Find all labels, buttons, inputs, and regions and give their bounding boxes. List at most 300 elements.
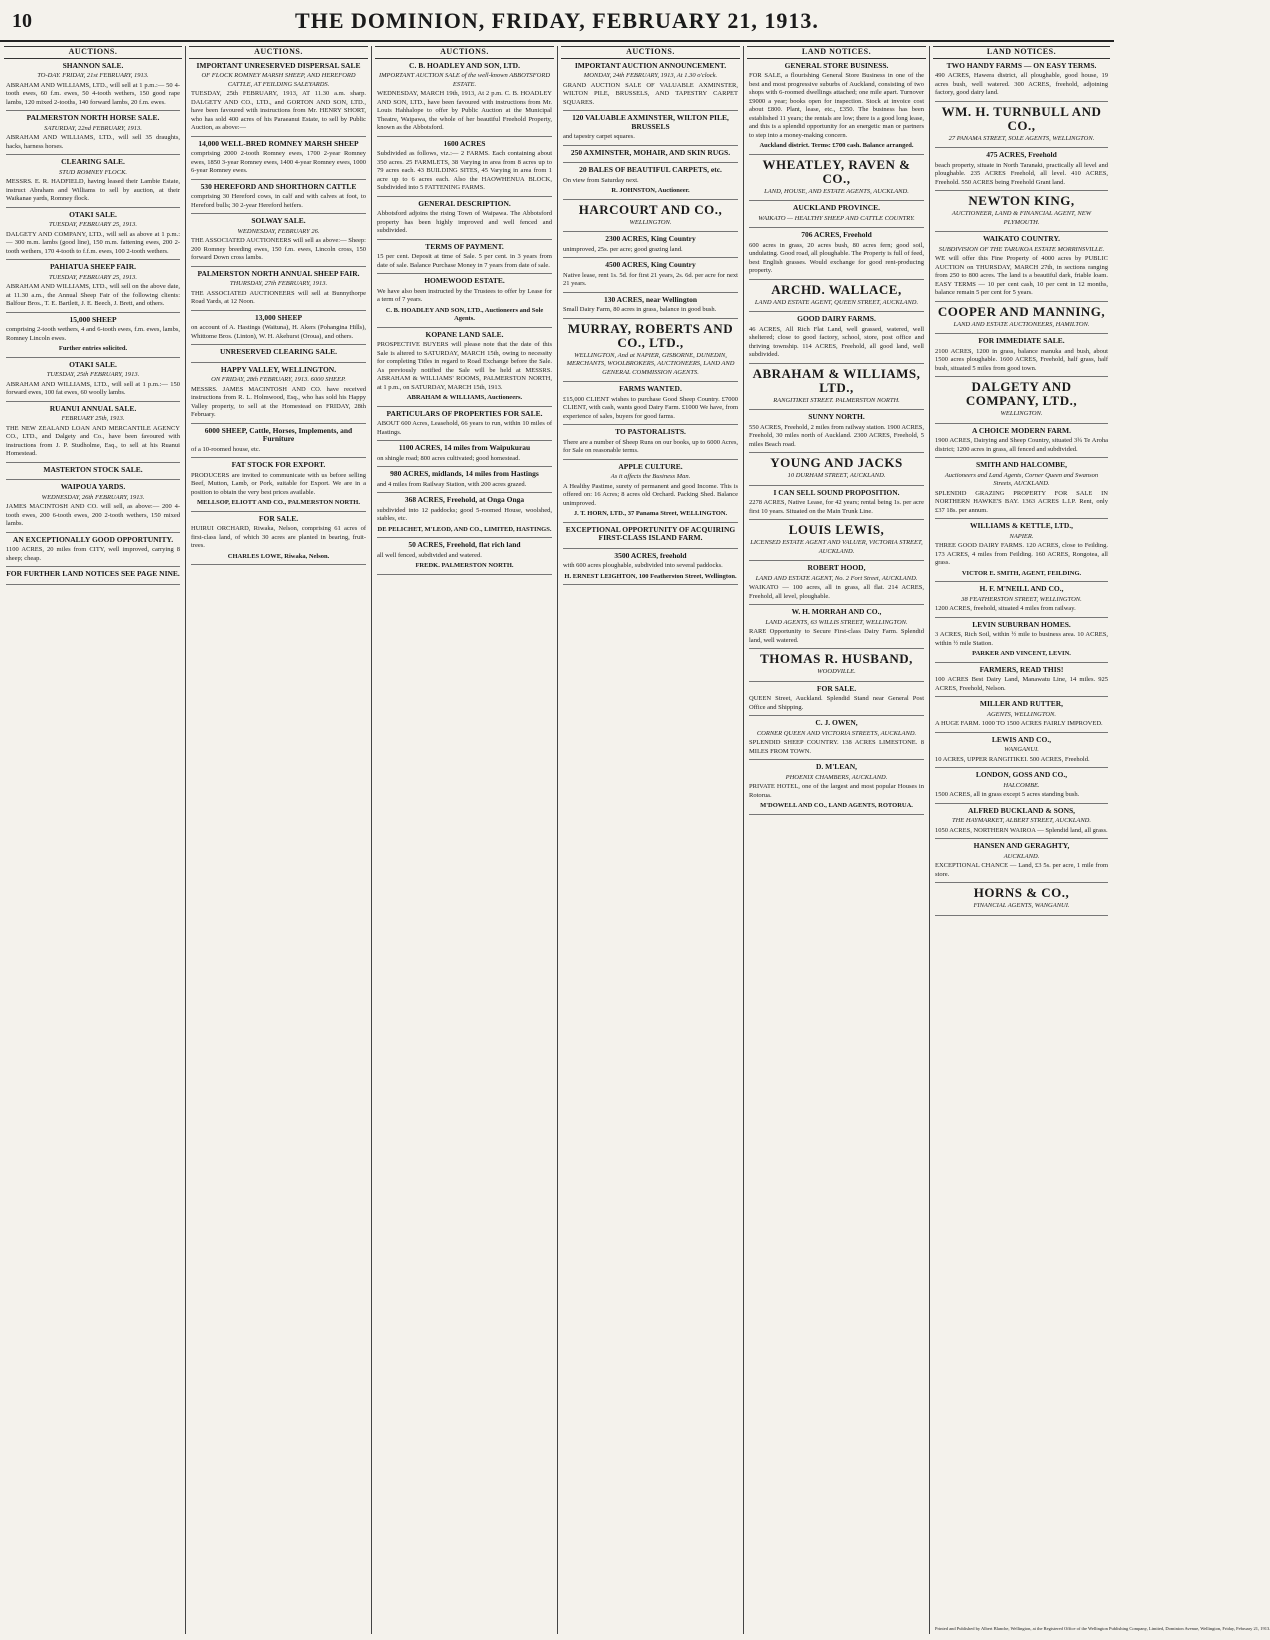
ad-subheading: THURSDAY, 27th FEBRUARY, 1913. xyxy=(229,280,328,287)
advertisement xyxy=(6,316,180,358)
advertisement xyxy=(749,523,924,561)
ad-headline: 475 ACRES, Freehold xyxy=(986,150,1057,159)
section-heading: AUCTIONS. xyxy=(189,46,368,59)
ad-body: A HUGE FARM. 1000 TO 1500 ACRES FAIRLY IMPROVED. xyxy=(935,720,1103,727)
advertisement xyxy=(377,331,552,407)
ad-headline: WAIPOUA YARDS. xyxy=(60,482,126,491)
advertisement xyxy=(749,62,924,155)
ad-headline: TWO HANDY FARMS — ON EASY TERMS. xyxy=(946,60,1097,70)
ad-subheading: AUCTIONEER, LAND & FINANCIAL AGENT, NEW PLYMOUTH. xyxy=(951,210,1092,226)
ad-body: RARE Opportunity to Secure First-class Dairy Farm. Splendid land, well watered. xyxy=(749,628,924,644)
advertisement xyxy=(377,62,552,137)
advertisement xyxy=(563,203,738,233)
advertisement xyxy=(749,719,924,760)
column-auctions-1 xyxy=(4,46,182,1634)
ad-subheading: TUESDAY, FEBRUARY 25, 1913. xyxy=(48,221,138,228)
advertiser-name: HARCOURT AND CO., xyxy=(578,201,723,217)
ad-headline: FARMERS, READ THIS! xyxy=(979,664,1064,674)
ad-body: PROSPECTIVE BUYERS will please note that the date of this Sale is altered to SATURDAY, MARCH 15th, owing to necessity for completing Titles in regard to Road Exchange before the Sale. As previously notified the Sale will be held at MESSRS. ABRAHAM & WILLIAMS' ROOMS, PALMERSTON NORTH, at 1 p.m., on SATURDAY, MARCH 15th, 1913. xyxy=(377,341,552,391)
advertiser-name: WM. H. TURNBULL AND CO., xyxy=(941,103,1102,133)
ad-signature: FREDK. PALMERSTON NORTH. xyxy=(415,562,514,569)
advertisement xyxy=(935,62,1108,102)
advertiser-name: ARCHD. WALLACE, xyxy=(771,281,902,297)
advertiser-name: DALGETY AND COMPANY, LTD., xyxy=(965,379,1078,408)
ad-subheading: As it affects the Business Man. xyxy=(610,473,691,480)
ad-subheading: WAIKATO — HEALTHY SHEEP AND CATTLE COUNTRY. xyxy=(758,214,915,222)
advertisement xyxy=(749,315,924,364)
ad-body: of a 10-roomed house, etc. xyxy=(191,445,261,453)
advertisement xyxy=(6,483,180,533)
advertisement xyxy=(377,243,552,275)
advertisement xyxy=(563,166,738,200)
ad-headline: 706 ACRES, Freehold xyxy=(801,230,872,239)
ad-headline: 15,000 SHEEP xyxy=(69,314,117,324)
ad-headline: 130 ACRES, near Wellington xyxy=(603,294,698,304)
ad-subheading: Auctioneers and Land Agents, Corner Queen and Swanson Streets, AUCKLAND. xyxy=(944,471,1099,487)
advertisement xyxy=(935,235,1108,302)
ad-subheading: TUESDAY, FEBRUARY 25, 1913. xyxy=(48,273,138,281)
ad-headline: LEVIN SUBURBAN HOMES. xyxy=(972,619,1071,629)
ad-body: SPLENDID GRAZING PROPERTY FOR SALE IN NORTHERN HAWKE'S BAY. 1363 ACRES L.I.P. Rent, only £37 18s. per annum. xyxy=(935,489,1108,514)
advertisement xyxy=(6,466,180,481)
ad-body: 2100 ACRES, 1200 in grass, balance manuka and bush, about 1500 acres ploughable. 1600 ACRES, Freehold, half grass, half bush, situated 5 miles from good town. xyxy=(935,347,1108,372)
advertisement xyxy=(749,231,924,280)
advertisement xyxy=(191,140,366,180)
ad-body: PRIVATE HOTEL, one of the largest and most popular Houses in Rotorua. xyxy=(749,783,924,799)
imprint: Printed and Published by Albert Blanche, Wellington, at the Registered Office of the Wellington Publishing Company, Limited, Dominion Avenue, Wellington, Friday, February 21, 1913. xyxy=(935,1626,1270,1631)
column-land-notices-1 xyxy=(747,46,926,1634)
ad-subheading: 38 FEATHERSTON STREET, WELLINGTON. xyxy=(961,595,1082,603)
ad-headline: GOOD DAIRY FARMS. xyxy=(797,314,876,323)
ad-subheading: AGENTS, WELLINGTON. xyxy=(986,710,1057,718)
ad-headline: PALMERSTON NORTH HORSE SALE. xyxy=(26,113,160,122)
ad-body: 490 ACRES, Hawera district, all ploughable, good house, 19 acres bush, well watered. 300 ACRES, freehold, adjoining factory, good dairy land. xyxy=(935,72,1108,96)
advertisement xyxy=(377,140,552,197)
advertisement xyxy=(191,461,366,512)
ad-headline: C. J. OWEN, xyxy=(815,718,858,727)
ad-body: 550 ACRES, Freehold, 2 miles from railway station. 1900 ACRES, Freehold, 30 miles north of Auckland. 2300 ACRES, Freehold, 5 miles Beach road. xyxy=(749,423,924,448)
column-rule xyxy=(929,46,930,1634)
column-rule xyxy=(185,46,186,1634)
ad-subheading: OF FLOCK ROMNEY MARSH SHEEP, AND HEREFORD CATTLE, AT FEILDING SALEYARDS. xyxy=(201,72,356,88)
column-auctions-3 xyxy=(375,46,554,1634)
ad-headline: PAHIATUA SHEEP FAIR. xyxy=(49,262,137,271)
ad-signature: ABRAHAM & WILLIAMS, Auctioneers. xyxy=(406,394,523,401)
ad-body: TUESDAY, 25th FEBRUARY, 1913, AT 11.30 a.m. sharp. DALGETY AND CO., LTD., and GORTON AND SON, LTD., have been favoured with instructions from Mr. HENRY SHORT, who has sold 400 acres of his Paraeanui Estate, to sell by Public Auction, as above:— xyxy=(191,90,366,131)
ad-body: on shingle road; 800 acres cultivated; good homestead. xyxy=(377,454,520,462)
advertisement xyxy=(749,158,924,202)
ad-subheading: RANGITIKEI STREET. PALMERSTON NORTH. xyxy=(773,396,900,404)
ad-headline: W. H. MORRAH AND CO., xyxy=(791,607,882,616)
ad-headline: 120 VALUABLE AXMINSTER, WILTON PILE, BRUSSELS xyxy=(572,113,729,131)
advertisement xyxy=(935,522,1108,582)
advertisement xyxy=(935,666,1108,698)
ad-body: comprising 30 Hereford cows, in calf and with calves at foot, to Hereford bulls; 30 2-year Hereford heifers. xyxy=(191,193,366,209)
advertisement xyxy=(935,621,1108,663)
advertisement xyxy=(191,314,366,346)
ad-headline: PARTICULARS OF PROPERTIES FOR SALE. xyxy=(386,408,543,418)
ad-headline: 50 ACRES, Freehold, flat rich land xyxy=(408,540,521,549)
advertisement xyxy=(935,771,1108,804)
advertisement xyxy=(563,235,738,258)
ad-body: 10 ACRES, UPPER RANGITIKEI. 500 ACRES, Freehold. xyxy=(935,755,1090,763)
ad-body: 1900 ACRES, Dairying and Sheep Country, situated 3¾ Te Aroha district; 1200 acres in grass, all fenced and subdivided. xyxy=(935,437,1108,453)
ad-body: 100 ACRES Best Dairy Land, Manawatu Line, 14 miles. 925 ACRES, Freehold, Nelson. xyxy=(935,676,1108,692)
advertisement xyxy=(935,305,1108,335)
ad-body: 1500 ACRES, all in grass except 5 acres standing bush. xyxy=(935,791,1080,798)
ad-headline: WILLIAMS & KETTLE, LTD., xyxy=(969,521,1074,530)
ad-body: We have also been instructed by the Trustees to offer by Lease for a term of 7 years. xyxy=(377,287,552,303)
ad-body: On view from Saturday next. xyxy=(563,176,639,184)
ad-headline: FOR SALE. xyxy=(258,513,299,523)
ad-headline: H. F. M'NEILL AND CO., xyxy=(979,584,1064,593)
ad-body: 1100 ACRES, 20 miles from CITY, well improved, carrying 8 sheep; cheap. xyxy=(6,546,180,562)
advertisement xyxy=(749,489,924,521)
ad-body: unimproved, 25s. per acre; good grazing land. xyxy=(563,245,683,253)
advertisement xyxy=(377,470,552,493)
ad-body: PRODUCERS are invited to communicate with us before selling Beef, Mutton, Lamb, or Pork, suitable for Export. We are in a position to obtain the very best prices available. xyxy=(191,471,366,496)
ad-subheading: STUD ROMNEY FLOCK. xyxy=(58,168,128,176)
ad-body: 3 ACRES, Rich Soil, within ½ mile to business area. 10 ACRES, within ½ mile Station. xyxy=(935,631,1108,647)
ad-body: QUEEN Street, Auckland. Splendid Stand near General Post Office and Shipping. xyxy=(749,695,924,711)
advertiser-name: NEWTON KING, xyxy=(968,193,1075,208)
advertisement xyxy=(935,194,1108,232)
advertisement xyxy=(6,62,180,112)
ad-headline: OTAKI SALE. xyxy=(69,359,117,369)
ad-body: subdivided into 12 paddocks; good 5-roomed House, woolshed, stables, etc. xyxy=(377,506,552,522)
ad-headline: TERMS OF PAYMENT. xyxy=(425,241,504,251)
advertisement xyxy=(935,585,1108,618)
advertisement xyxy=(749,608,924,649)
ad-body: all well fenced, subdivided and watered. xyxy=(377,551,482,559)
page-number: 10 xyxy=(12,10,32,32)
advertisement xyxy=(563,149,738,164)
ad-subheading: HALCOMBE. xyxy=(1003,781,1040,789)
advertisement xyxy=(6,263,180,313)
advertisement xyxy=(6,114,180,155)
ad-subheading: WOODVILLE. xyxy=(817,668,856,675)
ad-subheading: THE HAYMARKET, ALBERT STREET, AUCKLAND. xyxy=(952,817,1091,824)
ad-body: THE NEW ZEALAND LOAN AND MERCANTILE AGENCY CO., LTD., and Dalgety and Co., have been favoured with instructions from J. P. Studholme, Esq., to sell at his Ruanui Homestead. xyxy=(6,424,180,457)
ad-subheading: WEDNESDAY, 26th FEBRUARY, 1913. xyxy=(41,493,145,501)
advertisement xyxy=(563,463,738,523)
ad-headline: 530 HEREFORD AND SHORTHORN CATTLE xyxy=(200,181,357,191)
ad-body: EXCEPTIONAL CHANCE — Land, £3 5s. per acre, 1 mile from store. xyxy=(935,862,1108,878)
ad-body: ABRAHAM AND WILLIAMS, LTD., will sell on the above date, at 11.30 a.m., the Annual Sheep Fair of the following clients: Balfour Bros., T. E. Bartlett, J. E. Beech, J. Brett, and others. xyxy=(6,283,180,307)
ad-body: £15,000 CLIENT wishes to purchase Good Sheep Country. £7000 CLIENT, with cash, wants good Dairy Farm. £1000 We have, from experience of sales, buyers for good farms. xyxy=(563,395,738,420)
section-heading: LAND NOTICES. xyxy=(747,46,926,59)
ad-headline: AN EXCEPTIONALLY GOOD OPPORTUNITY. xyxy=(12,534,174,544)
advertisement xyxy=(749,283,924,313)
ad-headline: 3500 ACRES, freehold xyxy=(614,550,687,560)
advertisement xyxy=(935,886,1108,916)
column-auctions-4 xyxy=(561,46,740,1634)
ad-subheading: LAND AGENTS, 63 WILLIS STREET, WELLINGTON. xyxy=(765,618,908,626)
advertisement xyxy=(935,337,1108,377)
ad-headline: FOR FURTHER LAND NOTICES SEE PAGE NINE. xyxy=(6,569,180,578)
advertisement xyxy=(563,62,738,112)
column-rule xyxy=(743,46,744,1634)
ad-headline: LEWIS AND CO., xyxy=(991,734,1052,744)
column-land-notices-2 xyxy=(933,46,1270,1634)
ad-body: beach property, situate in North Taranaki, practically all level and ploughable. 235 ACRES Freehold, all level. 410 ACRES, Freehold. 550 ACRES being Freehold Grant land. xyxy=(935,161,1108,186)
column-rule xyxy=(557,46,558,1634)
ad-headline: D. M'LEAN, xyxy=(815,762,858,771)
ad-headline: CLEARING SALE. xyxy=(61,157,125,166)
advertisement xyxy=(749,367,924,411)
advertisement xyxy=(749,413,924,453)
ad-body: ABRAHAM AND WILLIAMS, LTD., will sell at 1 p.m.:— 150 forward ewes, 100 fat ewes, 60 woolly lambs. xyxy=(6,380,180,396)
ad-headline: FOR IMMEDIATE SALE. xyxy=(978,336,1065,345)
ad-body: THREE GOOD DAIRY FARMS. 120 ACRES, close to Feilding. 173 ACRES, 4 miles from Feilding. 160 ACRES, Rongotea, all grass. xyxy=(935,542,1108,566)
ad-subheading: WANGANUI. xyxy=(1004,746,1039,753)
ad-subheading: LAND AND ESTATE AGENT, QUEEN STREET, AUCKLAND. xyxy=(754,298,919,306)
ad-headline: 2300 ACRES, King Country xyxy=(605,234,696,243)
ad-body: A Healthy Pastime, surety of permanent and good Income. This is offered on: 16 Acres; 8 acres old Orchard. Packing Shed. Balance unimproved. xyxy=(563,482,738,507)
advertisement xyxy=(935,461,1108,519)
ad-headline: FARMS WANTED. xyxy=(619,384,682,393)
advertisement xyxy=(6,211,180,261)
ad-body: with 600 acres ploughable, subdivided into several paddocks. xyxy=(563,562,723,569)
ad-subheading: LAND AND ESTATE AGENT, No. 2 Fort Street, AUCKLAND. xyxy=(755,574,918,582)
ad-headline: 368 ACRES, Freehold, at Onga Onga xyxy=(404,495,525,504)
ad-headline: 6000 SHEEP, Cattle, Horses, Implements, and Furniture xyxy=(204,425,353,443)
ad-subheading: WELLINGTON. xyxy=(1000,410,1043,417)
ad-body: 1200 ACRES, freehold, situated 4 miles from railway. xyxy=(935,605,1076,612)
ad-headline: SHANNON SALE. xyxy=(62,60,124,70)
ad-body: WEDNESDAY, MARCH 19th, 1913, At 2 p.m. C. B. HOADLEY AND SON, LTD., have been favoured with instructions from Mr. Louis Hahhalope to offer by Public Auction at the Municipal Theatre, Waipawa, the whole of her beautiful Freehold Property, known as the Abbotsford. xyxy=(377,90,552,131)
ad-body: THE ASSOCIATED AUCTIONEERS will sell as above:— Sheep: 200 Romney breeding ewes, 150 f.m. ewes, Lincoln cross, 150 forward Down cross lambs. xyxy=(191,237,366,261)
column-auctions-2 xyxy=(189,46,368,1634)
ad-subheading: FEBRUARY 25th, 1913. xyxy=(61,415,125,422)
ad-headline: SOLWAY SALE. xyxy=(251,216,306,225)
advertisement xyxy=(6,570,180,585)
advertisement xyxy=(935,151,1108,191)
ad-body: JAMES MACINTOSH AND CO. will sell, as above:— 200 4-tooth ewes, 200 6-tooth ewes, 200 2-tooth wethers, 150 mixed lambs. xyxy=(6,503,180,527)
advertisement xyxy=(935,427,1108,459)
ad-headline: 1600 ACRES xyxy=(443,138,486,148)
advertisement xyxy=(191,183,366,215)
ad-body: Small Dairy Farm, 80 acres in grass, balance in good bush. xyxy=(563,306,717,313)
ad-subheading: IMPORTANT AUCTION SALE of the well-known ABBOTSFORD ESTATE. xyxy=(378,72,551,88)
ad-headline: MASTERTON STOCK SALE. xyxy=(43,464,143,474)
column-rule xyxy=(371,46,372,1634)
advertiser-name: COOPER AND MANNING, xyxy=(937,303,1106,319)
advertisement xyxy=(563,385,738,425)
ad-signature: MELLSOP, ELIOTT AND CO., PALMERSTON NORTH. xyxy=(197,499,360,506)
ad-headline: UNRESERVED CLEARING SALE. xyxy=(219,347,338,356)
advertisement xyxy=(935,700,1108,733)
ad-headline: RUANUI ANNUAL SALE. xyxy=(49,403,137,413)
advertisement xyxy=(749,564,924,605)
ad-body: comprising 2000 2-tooth Romney ewes, 1700 2-year Romney ewes, 1850 3-year Romney ewes, 1400 4-year Romney ewes, 1000 6-year Romney ewes. xyxy=(191,150,366,174)
ad-subheading: LAND AND ESTATE AUCTIONEERS, HAMILTON. xyxy=(953,320,1090,328)
ad-signature: Auckland district. Terms: £700 cash. Balance arranged. xyxy=(759,142,914,149)
ad-headline: 1100 ACRES, 14 miles from Waipukurau xyxy=(398,443,531,452)
ad-headline: 250 AXMINSTER, MOHAIR, AND SKIN RUGS. xyxy=(570,147,731,157)
ad-subheading: SUBDIVISION OF THE TARUKOA ESTATE MORRINSVILLE. xyxy=(938,245,1105,253)
ad-subheading: CORNER QUEEN AND VICTORIA STREETS, AUCKLAND. xyxy=(756,729,917,737)
ad-headline: APPLE CULTURE. xyxy=(618,461,683,471)
advertisement xyxy=(377,277,552,328)
advertisement xyxy=(749,456,924,486)
ad-headline: HAPPY VALLEY, WELLINGTON. xyxy=(220,364,337,374)
ad-body: THE ASSOCIATED AUCTIONEERS will sell at Bunnythorpe Road Yards, at 12 Noon. xyxy=(191,289,366,305)
ad-body: DALGETY AND COMPANY, LTD., will sell as above at 1 p.m.:— 300 m.m. lambs (good line), 150 m.m. fattening ewes, 200 2-tooth wethers, 170 4-tooth to f.f.m. ewes, 100 2-tooth wethers. xyxy=(6,230,180,255)
ad-headline: TO PASTORALISTS. xyxy=(615,427,686,436)
advertisement xyxy=(563,322,738,383)
ad-headline: PALMERSTON NORTH ANNUAL SHEEP FAIR. xyxy=(197,268,360,278)
ad-headline: EXCEPTIONAL OPPORTUNITY OF ACQUIRING FIRST-CLASS ISLAND FARM. xyxy=(565,524,736,542)
ad-body: WE will offer this Fine Property of 4000 acres by PUBLIC AUCTION on THURSDAY, MARCH 27th, in sections ranging from 250 to 800 acres. The land is a beautiful dark, friable loam. EASY TERMS — 10 per cent cash, 10 per cent in 12 months, balance remain 5 per cent for 5 years. xyxy=(935,255,1108,296)
ad-signature: H. ERNEST LEIGHTON, 100 Featherston Street, Wellington. xyxy=(564,572,737,580)
advertisement xyxy=(6,405,180,463)
ad-body: Abbotsford adjoins the rising Town of Waipawa. The Abbotsford property has been highly improved and well fenced and subdivided. xyxy=(377,210,552,234)
advertiser-name: YOUNG AND JACKS xyxy=(770,455,903,470)
ad-subheading: PHOENIX CHAMBERS, AUCKLAND. xyxy=(785,773,888,781)
advertisement xyxy=(191,515,366,566)
advertiser-name: HORNS & CO., xyxy=(973,885,1070,900)
ad-signature: DE PELICHET, M'LEOD, AND CO., LIMITED, HASTINGS. xyxy=(377,525,552,533)
advertisement xyxy=(935,105,1108,149)
ad-body: WAIKATO — 100 acres, all in grass, all flat. 214 ACRES, Freehold, all level, ploughable. xyxy=(749,584,924,600)
ad-body: Native lease, rent 1s. 5d. for first 21 years, 2s. 6d. per acre for next 21 years. xyxy=(563,271,738,287)
ad-body: FOR SALE, a flourishing General Store Business in one of the best and most progressive suburbs of Auckland, consisting of two shops with 6-roomed dwellings attached; one mile apart. Turnover £9000 a year; books open for inspection. Stock at invoice cost about £800. Plant, lease, etc., £350. The business has been established 11 years; the rentals are low; there is a good long lease, and this is a splendid opportunity for an energetic man or partners to step into a money-making concern. xyxy=(749,72,924,139)
advertisement xyxy=(935,736,1108,769)
advertisement xyxy=(6,536,180,568)
ad-body: 1050 ACRES, NORTHERN WAIROA — Splendid land, all grass. xyxy=(935,826,1108,834)
advertisement xyxy=(563,296,738,319)
ad-body: ABRAHAM AND WILLIAMS, LTD., will sell at 1 p.m.:— 50 4-tooth ewes, 60 f.m. ewes, 50 4-tooth wethers, 150 good rape lambs, 120 mixed 2-tooths, 140 forward lambs, 20 f.m. ewes. xyxy=(6,81,180,106)
ad-headline: 13,000 SHEEP xyxy=(254,312,303,322)
ad-headline: HANSEN AND GERAGHTY, xyxy=(973,841,1070,850)
ad-headline: 20 BALES OF BEAUTIFUL CARPETS, etc. xyxy=(579,165,722,174)
ad-subheading: ON FRIDAY, 28th FEBRUARY, 1913. 6000 SHEEP. xyxy=(211,376,346,383)
ad-headline: LONDON, GOSS AND CO., xyxy=(975,770,1068,779)
ad-signature: VICTOR E. SMITH, AGENT, FEILDING. xyxy=(961,569,1082,577)
ad-headline: GENERAL DESCRIPTION. xyxy=(418,198,511,208)
ad-body: SPLENDID SHEEP COUNTRY. 138 ACRES LIMESTONE. 8 MILES FROM TOWN. xyxy=(749,739,924,755)
advertiser-name: THOMAS R. HUSBAND, xyxy=(760,651,913,666)
advertisement xyxy=(191,427,366,459)
advertisement xyxy=(935,842,1108,883)
ad-signature: M'DOWELL AND CO., LAND AGENTS, ROTORUA. xyxy=(760,802,913,809)
ad-subheading: WEDNESDAY, FEBRUARY 26. xyxy=(237,227,320,235)
advertisement xyxy=(563,526,738,549)
advertisement xyxy=(6,158,180,208)
ad-body: MESSRS. E. R. HADFIELD, having leased their Lambie Estate, instruct Abraham and Williams to sell by auction, at their Waikanae yards, Romney flock. xyxy=(6,178,180,202)
advertisement xyxy=(749,685,924,717)
ad-signature: C. B. HOADLEY AND SON, LTD., Auctioneers and Sole Agents. xyxy=(385,306,544,322)
ad-body: Subdivided as follows, viz.:— 2 FARMS. Each containing about 350 acres. 25 FARMLETS, 38 Varying in area from 8 acres up to 79 acres each. 43 BUILDING SITES, 45 Varying in area from 1 acre up to 6 acres each. Also the HAOWHENUA BLOCK, Subdivided into 5 FATTENING FARMS. xyxy=(377,150,552,191)
advertisement xyxy=(749,652,924,682)
ad-body: MESSRS. JAMES MACINTOSH AND CO. have received instructions from R. L. Holmwood, Esq., who has sold his Happy Valley property, to sell at the Homestead on FRIDAY, 28th February. xyxy=(191,385,366,418)
ad-signature: Further entries solicited. xyxy=(58,345,128,352)
advertisement xyxy=(749,204,924,228)
ad-headline: C. B. HOADLEY AND SON, LTD. xyxy=(409,60,520,70)
ad-headline: SMITH AND HALCOMBE, xyxy=(975,460,1068,469)
ad-headline: MILLER AND RUTTER, xyxy=(979,699,1064,708)
advertisement xyxy=(191,62,366,137)
section-heading: AUCTIONS. xyxy=(561,46,740,59)
ad-headline: A CHOICE MODERN FARM. xyxy=(971,425,1072,435)
ad-body: HUIRUI ORCHARD, Riwaka, Nelson, comprising 61 acres of first-class land, of which 30 acres are planted in bearing, fruit-trees. xyxy=(191,525,366,549)
ad-headline: WAIKATO COUNTRY. xyxy=(982,234,1061,243)
ad-body: 2278 ACRES, Native Lease, for 42 years; rental being 1s. per acre first 10 years. Situated on the Main Trunk Line. xyxy=(749,499,924,515)
ad-subheading: 10 DURHAM STREET, AUCKLAND. xyxy=(787,472,886,479)
advertiser-name: ABRAHAM & WILLIAMS, LTD., xyxy=(752,365,921,395)
ad-headline: I CAN SELL SOUND PROPOSITION. xyxy=(773,487,900,497)
ad-body: on account of A. Hastings (Waituna), H. Akers (Pohangina Hills), Whittome Bros. (Linton), W. H. Akehurst (Oroua), and others. xyxy=(191,324,366,340)
advertisement xyxy=(377,541,552,575)
ad-body: ABRAHAM AND WILLIAMS, LTD., will sell 35 draughts, hacks, harness horses. xyxy=(6,134,180,150)
advertisement xyxy=(377,496,552,538)
advertisement xyxy=(749,763,924,815)
ad-subheading: TUESDAY, 25th FEBRUARY, 1913. xyxy=(46,371,140,378)
advertisement xyxy=(377,200,552,240)
ad-headline: 14,000 WELL-BRED ROMNEY MARSH SHEEP xyxy=(198,138,359,148)
ad-subheading: NAPIER. xyxy=(1009,532,1034,540)
ad-subheading: 27 PANAMA STREET, SOLE AGENTS, WELLINGTON. xyxy=(948,134,1095,142)
ad-body: comprising 2-tooth wethers, 4 and 6-tooth ewes, f.m. ewes, lambs, Romney Lincoln ewes. xyxy=(6,326,180,342)
advertisement xyxy=(563,428,738,460)
ad-headline: 4500 ACRES, King Country xyxy=(605,260,696,269)
ad-subheading: LAND, HOUSE, AND ESTATE AGENTS, AUCKLAND. xyxy=(764,187,909,195)
section-heading: AUCTIONS. xyxy=(4,46,182,59)
ad-body: 46 ACRES, All Rich Flat Land, well grassed, watered, well sheltered; close to good factory, school, store, post office and thriving township. 114 ACRES, Freehold, all good land, well subdivided. xyxy=(749,325,924,358)
ad-signature: R. JOHNSTON, Auctioneer. xyxy=(611,187,690,194)
ad-headline: AUCKLAND PROVINCE. xyxy=(792,203,881,212)
ad-signature: J. T. HORN, LTD., 37 Panama Street, WELLINGTON. xyxy=(573,510,728,517)
ad-headline: FAT STOCK FOR EXPORT. xyxy=(231,460,326,469)
ad-headline: GENERAL STORE BUSINESS. xyxy=(784,60,889,70)
advertisement xyxy=(6,361,180,402)
advertisement xyxy=(377,444,552,467)
ad-signature: PARKER AND VINCENT, LEVIN. xyxy=(972,650,1071,657)
ad-signature: CHARLES LOWE, Riwaka, Nelson. xyxy=(227,552,330,560)
ad-headline: KOPANE LAND SALE. xyxy=(425,329,504,339)
ad-subheading: WELLINGTON, And at NAPIER, GISBORNE, DUNEDIN, MERCHANTS, WOOLBROKERS, AUCTIONEERS, LAND AND GENERAL COMMISSION AGENTS. xyxy=(566,351,735,376)
advertisement xyxy=(563,261,738,293)
advertisement xyxy=(191,366,366,424)
ad-subheading: AUCKLAND. xyxy=(1003,852,1040,860)
ad-headline: ROBERT HOOD, xyxy=(807,563,866,572)
ad-body: and 4 miles from Railway Station, with 200 acres grazed. xyxy=(377,480,527,488)
ad-headline: OTAKI SALE. xyxy=(69,209,117,219)
ad-body: There are a number of Sheep Runs on our books, up to 6000 Acres, for Sale on reasonable terms. xyxy=(563,438,738,454)
section-heading: LAND NOTICES. xyxy=(933,46,1110,59)
advertisement xyxy=(563,114,738,146)
ad-subheading: SATURDAY, 22nd FEBRUARY, 1913. xyxy=(44,124,142,132)
advertiser-name: MURRAY, ROBERTS AND CO., LTD., xyxy=(567,320,734,350)
advertiser-name: LOUIS LEWIS, xyxy=(788,522,885,537)
ad-headline: ALFRED BUCKLAND & SONS, xyxy=(967,805,1076,815)
advertisement xyxy=(935,807,1108,840)
advertisement xyxy=(377,410,552,442)
ad-headline: IMPORTANT UNRESERVED DISPERSAL SALE xyxy=(196,60,361,70)
ad-headline: 980 ACRES, midlands, 14 miles from Hastings xyxy=(390,469,539,478)
masthead xyxy=(0,0,1114,42)
ad-subheading: MONDAY, 24th FEBRUARY, 1913, At 1.30 o'clock. xyxy=(583,72,718,79)
advertisement xyxy=(563,552,738,586)
ad-subheading: WELLINGTON. xyxy=(629,218,672,226)
ad-headline: SUNNY NORTH. xyxy=(808,412,865,421)
ad-body: and tapestry carpet squares. xyxy=(563,133,635,140)
advertisement xyxy=(191,348,366,363)
ad-headline: IMPORTANT AUCTION ANNOUNCEMENT. xyxy=(574,60,727,70)
ad-subheading: TO-DAY. FRIDAY, 21st FEBRUARY, 1913. xyxy=(37,72,149,79)
advertiser-name: WHEATLEY, RAVEN & CO., xyxy=(762,156,911,186)
